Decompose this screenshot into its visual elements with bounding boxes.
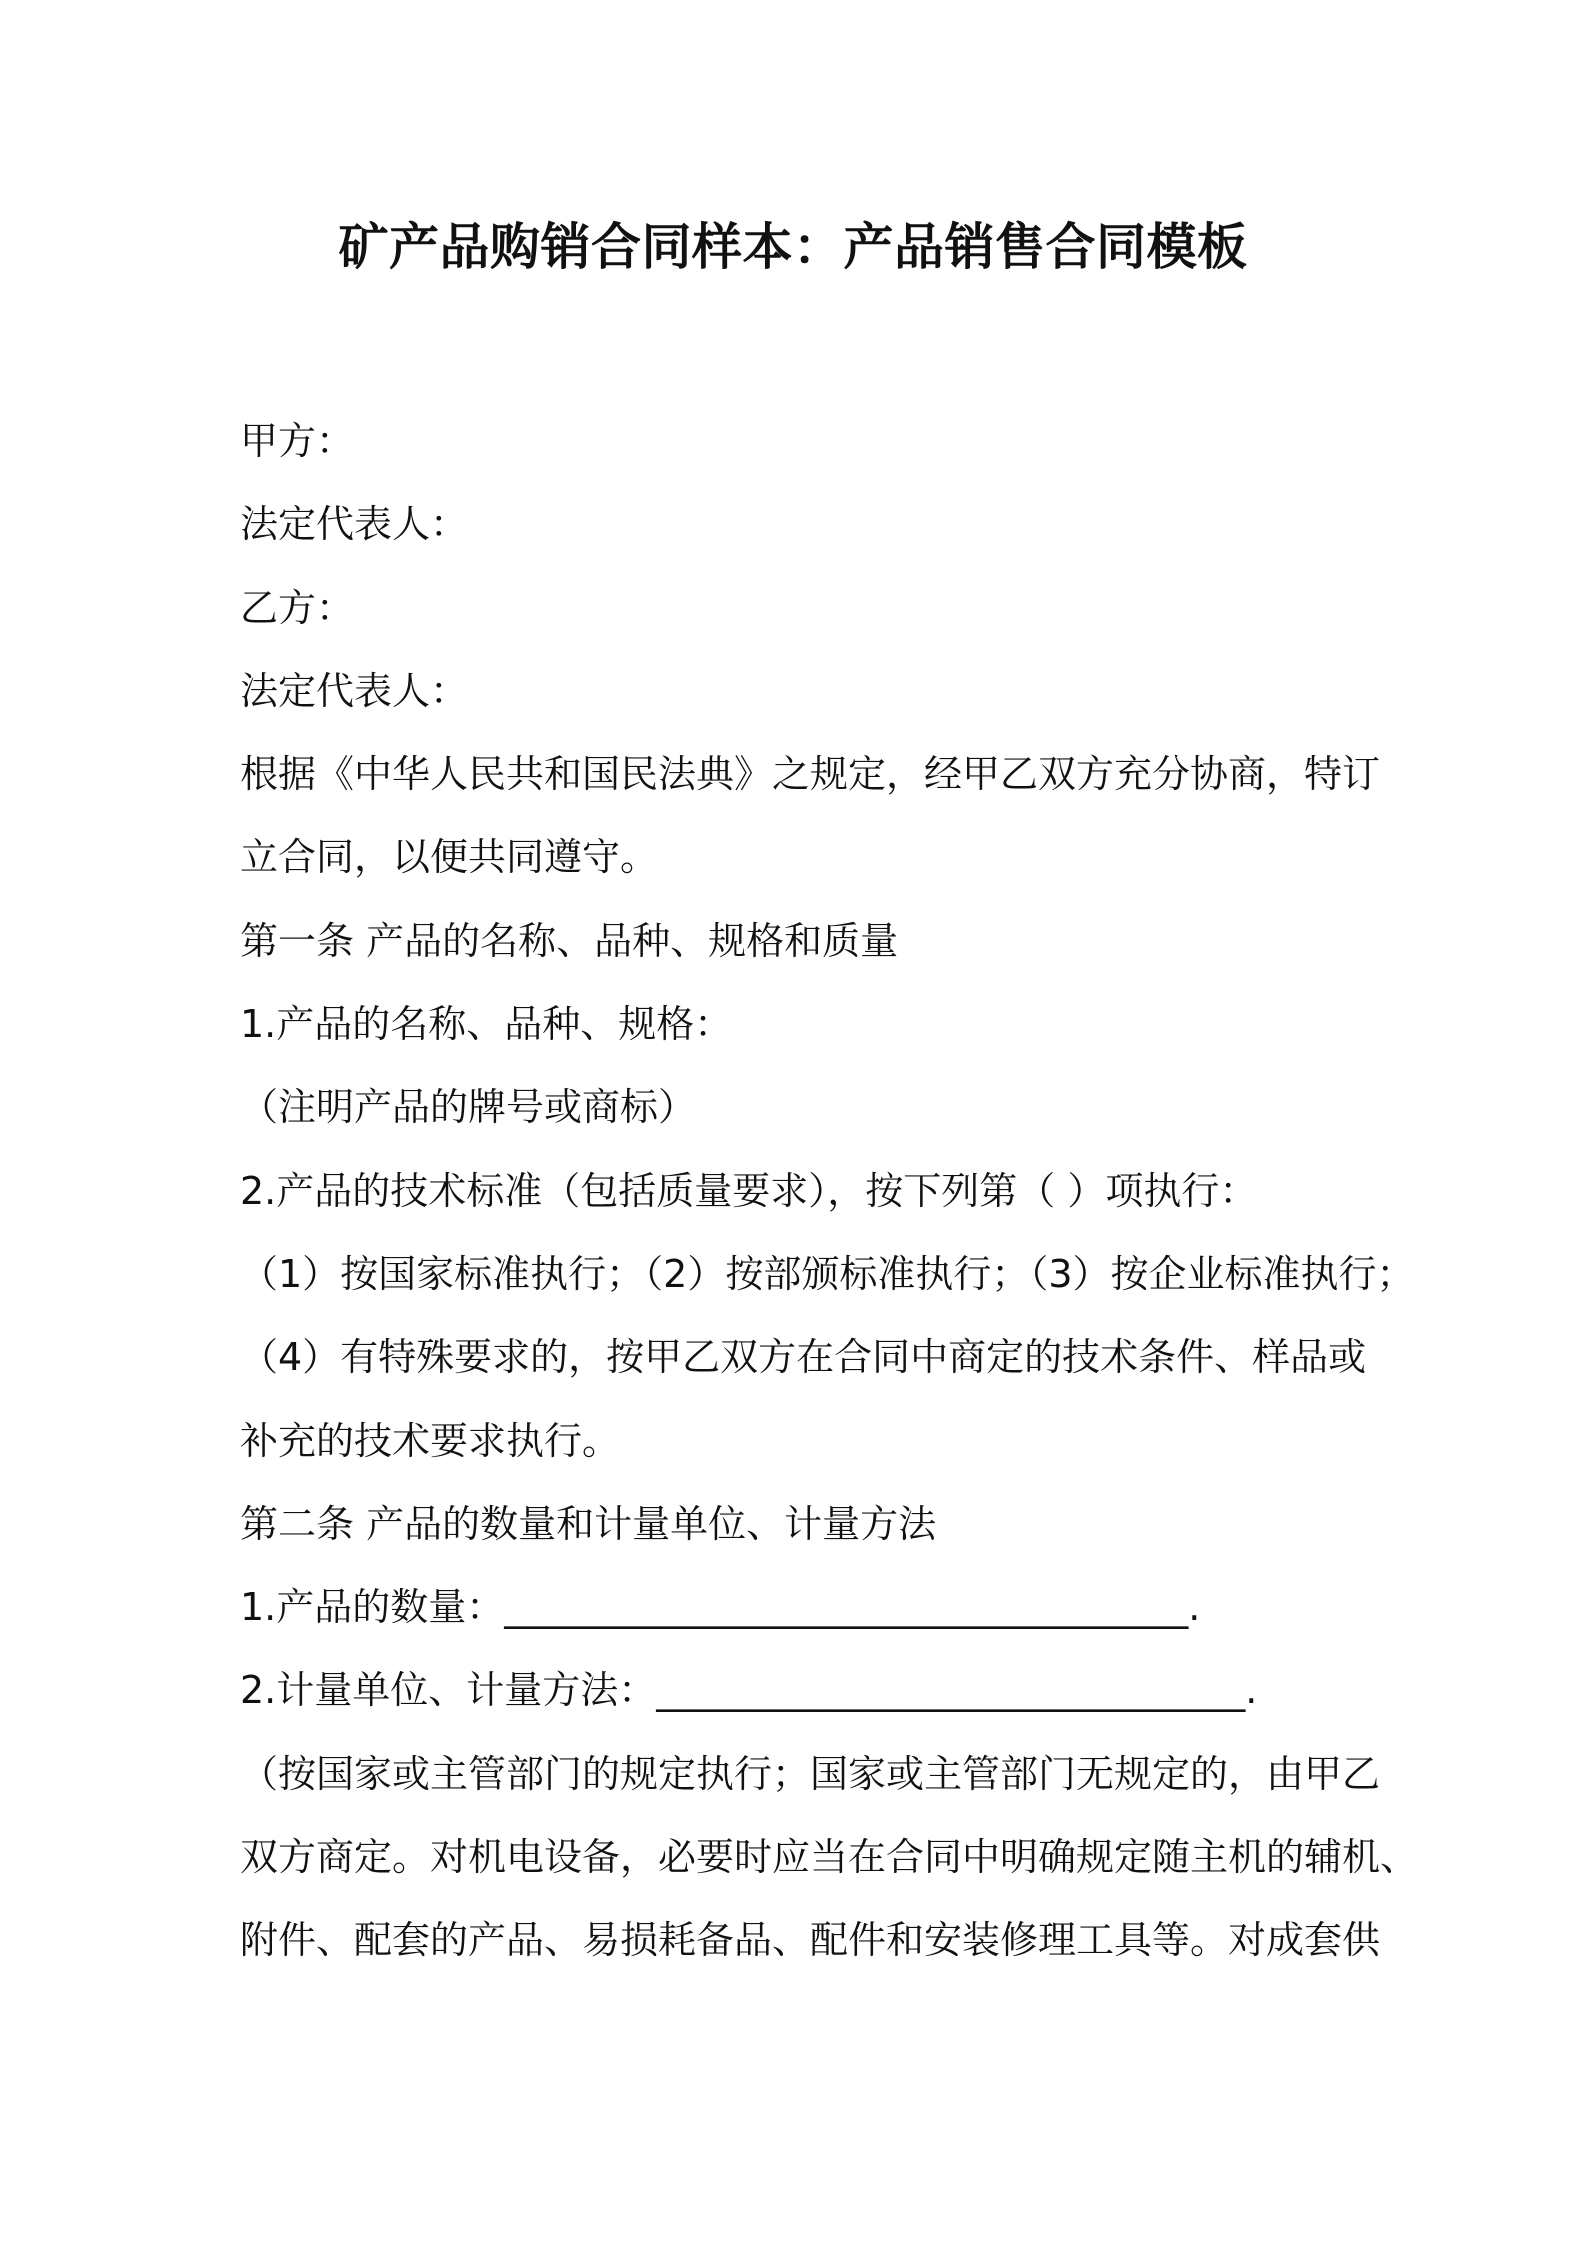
preamble-line-2: 立合同，以便共同遵守。: [240, 835, 659, 880]
article-1-special-requirements-2: 补充的技术要求执行。: [240, 1418, 621, 1463]
article-2-note-line-1: （按国家或主管部门的规定执行；国家或主管部门无规定的，由甲乙: [240, 1751, 1381, 1796]
party-a-line: 甲方：: [240, 419, 355, 463]
article-2-note-line-2: 双方商定。对机电设备，必要时应当在合同中明确规定随主机的辅机、: [240, 1835, 1419, 1880]
article-1-heading: 第一条 产品的名称、品种、规格和质量: [240, 918, 899, 963]
party-b-representative-line: 法定代表人：: [240, 668, 469, 713]
article-2-note-line-3: 附件、配套的产品、易损耗备品、配件和安装修理工具等。对成套供: [240, 1918, 1381, 1963]
article-1-standards-options: （1）按国家标准执行；（2）按部颁标准执行；（3）按企业标准执行；: [240, 1251, 1415, 1296]
article-2-item-1: 1.产品的数量：____________________________________.: [240, 1585, 1201, 1630]
party-a-representative-line: 法定代表人：: [240, 502, 469, 547]
article-1-item-1: 1.产品的名称、品种、规格：: [240, 1002, 733, 1047]
document-title: 矿产品购销合同样本：产品销售合同模板: [338, 218, 1248, 276]
document-body: [240, 400, 1419, 1983]
article-2-heading: 第二条 产品的数量和计量单位、计量方法: [240, 1501, 937, 1546]
party-b-line: 乙方：: [240, 585, 355, 630]
article-1-special-requirements-1: （4）有特殊要求的，按甲乙双方在合同中商定的技术条件、样品或: [240, 1335, 1367, 1380]
preamble-line-1: 根据《中华人民共和国民法典》之规定，经甲乙双方充分协商，特订: [240, 752, 1381, 797]
article-1-item-1-note: （注明产品的牌号或商标）: [240, 1085, 697, 1130]
article-1-item-2: 2.产品的技术标准（包括质量要求），按下列第（ ）项执行：: [240, 1168, 1258, 1213]
article-2-item-2: 2.计量单位、计量方法：_______________________________.: [240, 1668, 1258, 1713]
